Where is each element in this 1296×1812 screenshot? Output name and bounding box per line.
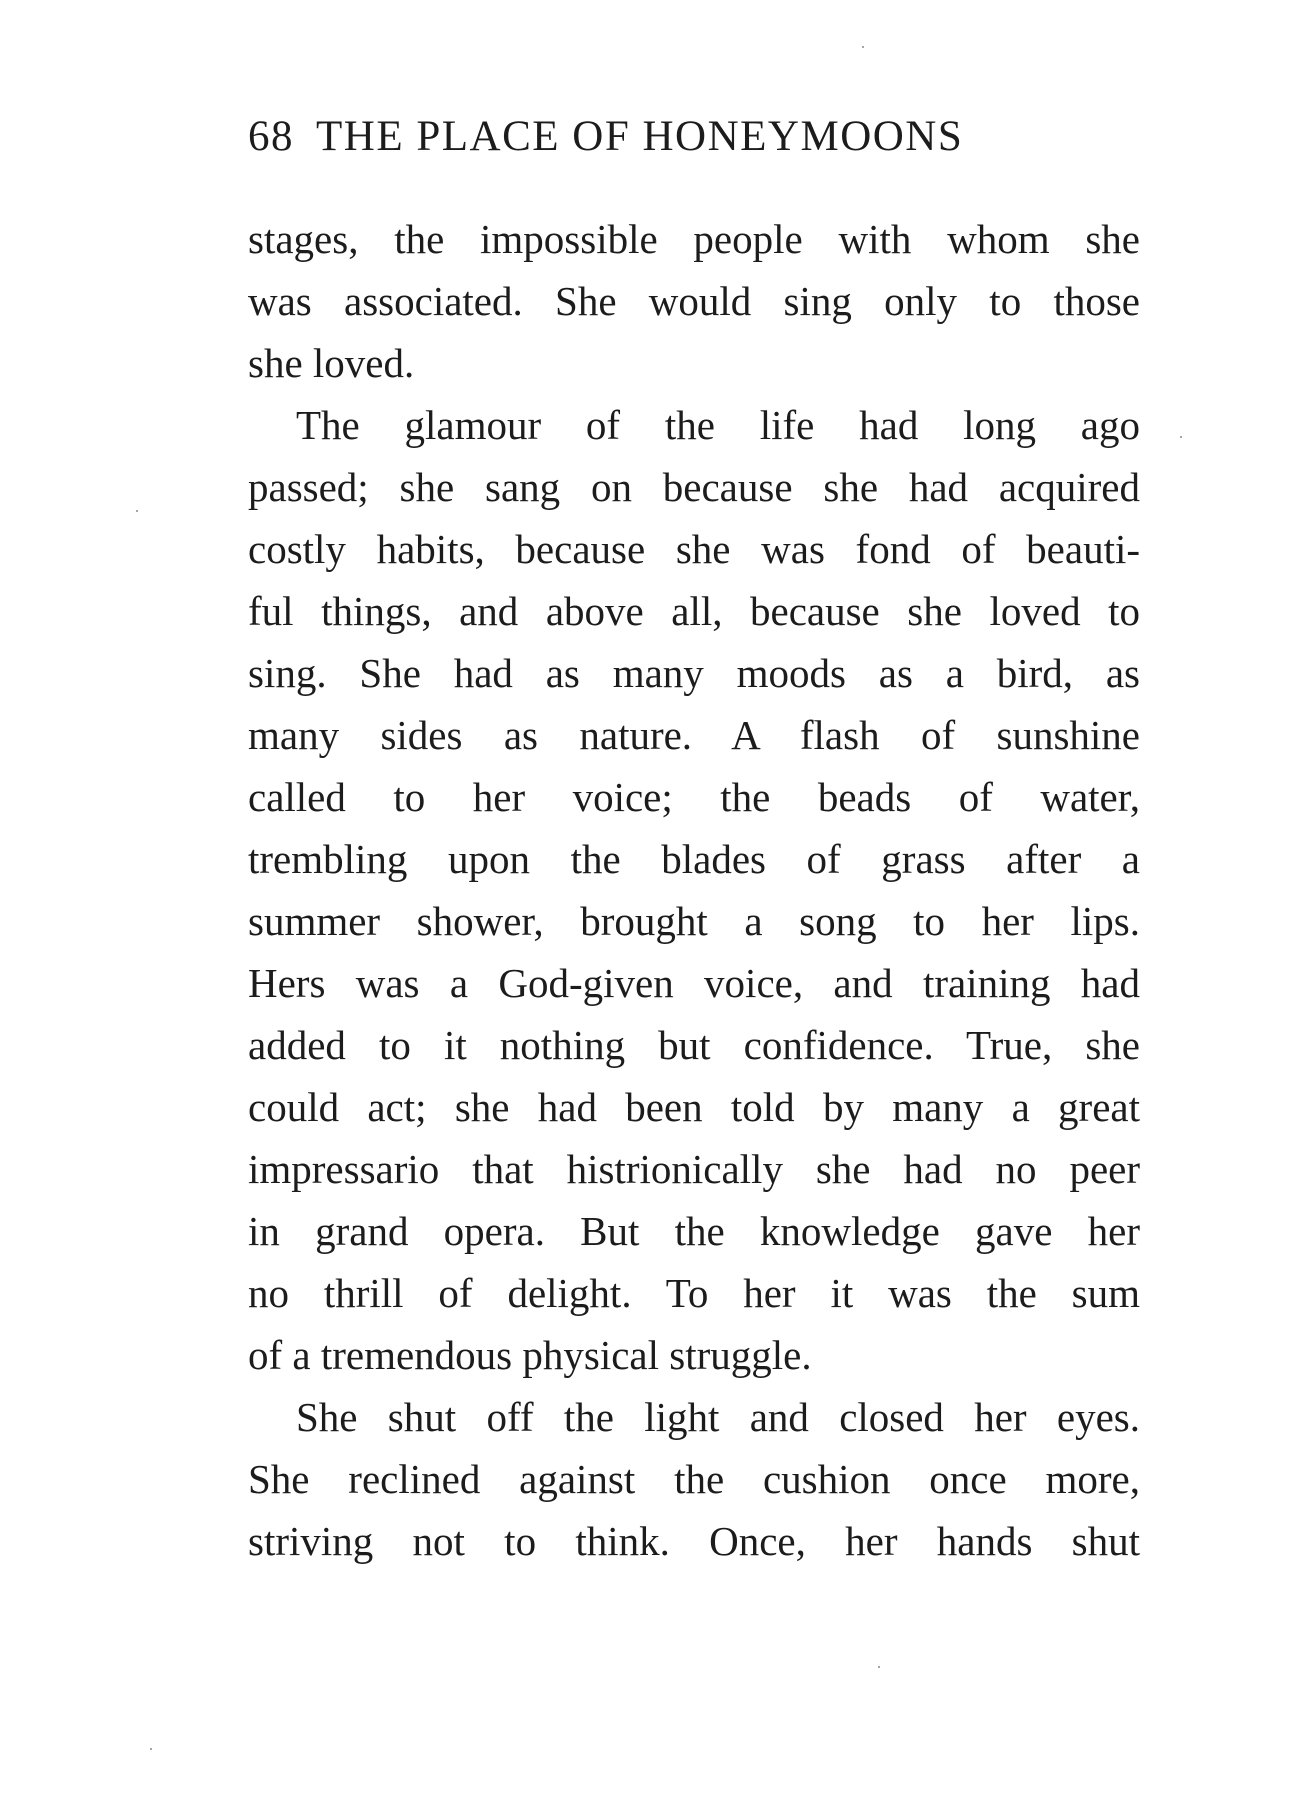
text-line: passed; she sang on because she had acquired [248,464,1140,510]
scan-speck [878,1666,880,1668]
running-title: THE PLACE OF HONEYMOONS [316,113,964,160]
text-line: Hers was a God-given voice, and training had [248,960,1140,1006]
text-line: striving not to think. Once, her hands shut [248,1518,1140,1564]
text-line: stages, the impossible people with whom she [248,216,1140,262]
text-line: trembling upon the blades of grass after a [248,836,1140,882]
scan-speck [150,1748,152,1750]
text-line: summer shower, brought a song to her lips. [248,898,1140,944]
text-line: costly habits, because she was fond of beauti- [248,526,1140,572]
text-line: She shut off the light and closed her eyes. [296,1394,1140,1440]
paragraph [248,1386,1140,1572]
text-line: she loved. [248,340,415,386]
scan-speck [1180,436,1182,438]
text-line: She reclined against the cushion once more, [248,1456,1140,1502]
paragraph [248,208,1140,394]
scan-speck [136,510,138,512]
text-line: added to it nothing but confidence. True, she [248,1022,1140,1068]
text-line: called to her voice; the beads of water, [248,774,1140,820]
text-line: in grand opera. But the knowledge gave her [248,1208,1140,1254]
text-line: impressario that histrionically she had no peer [248,1146,1140,1192]
running-header [248,112,1098,161]
text-line: sing. She had as many moods as a bird, as [248,650,1140,696]
text-line: no thrill of delight. To her it was the sum [248,1270,1140,1316]
page-number: 68 [248,113,294,160]
text-line: could act; she had been told by many a great [248,1084,1140,1130]
body-text [248,208,1140,1572]
scan-speck [862,46,864,48]
text-line: was associated. She would sing only to those [248,278,1140,324]
paragraph [248,394,1140,1386]
text-line: many sides as nature. A flash of sunshine [248,712,1140,758]
text-line: of a tremendous physical struggle. [248,1332,812,1378]
text-line: ful things, and above all, because she loved to [248,588,1140,634]
text-line: The glamour of the life had long ago [296,402,1140,448]
